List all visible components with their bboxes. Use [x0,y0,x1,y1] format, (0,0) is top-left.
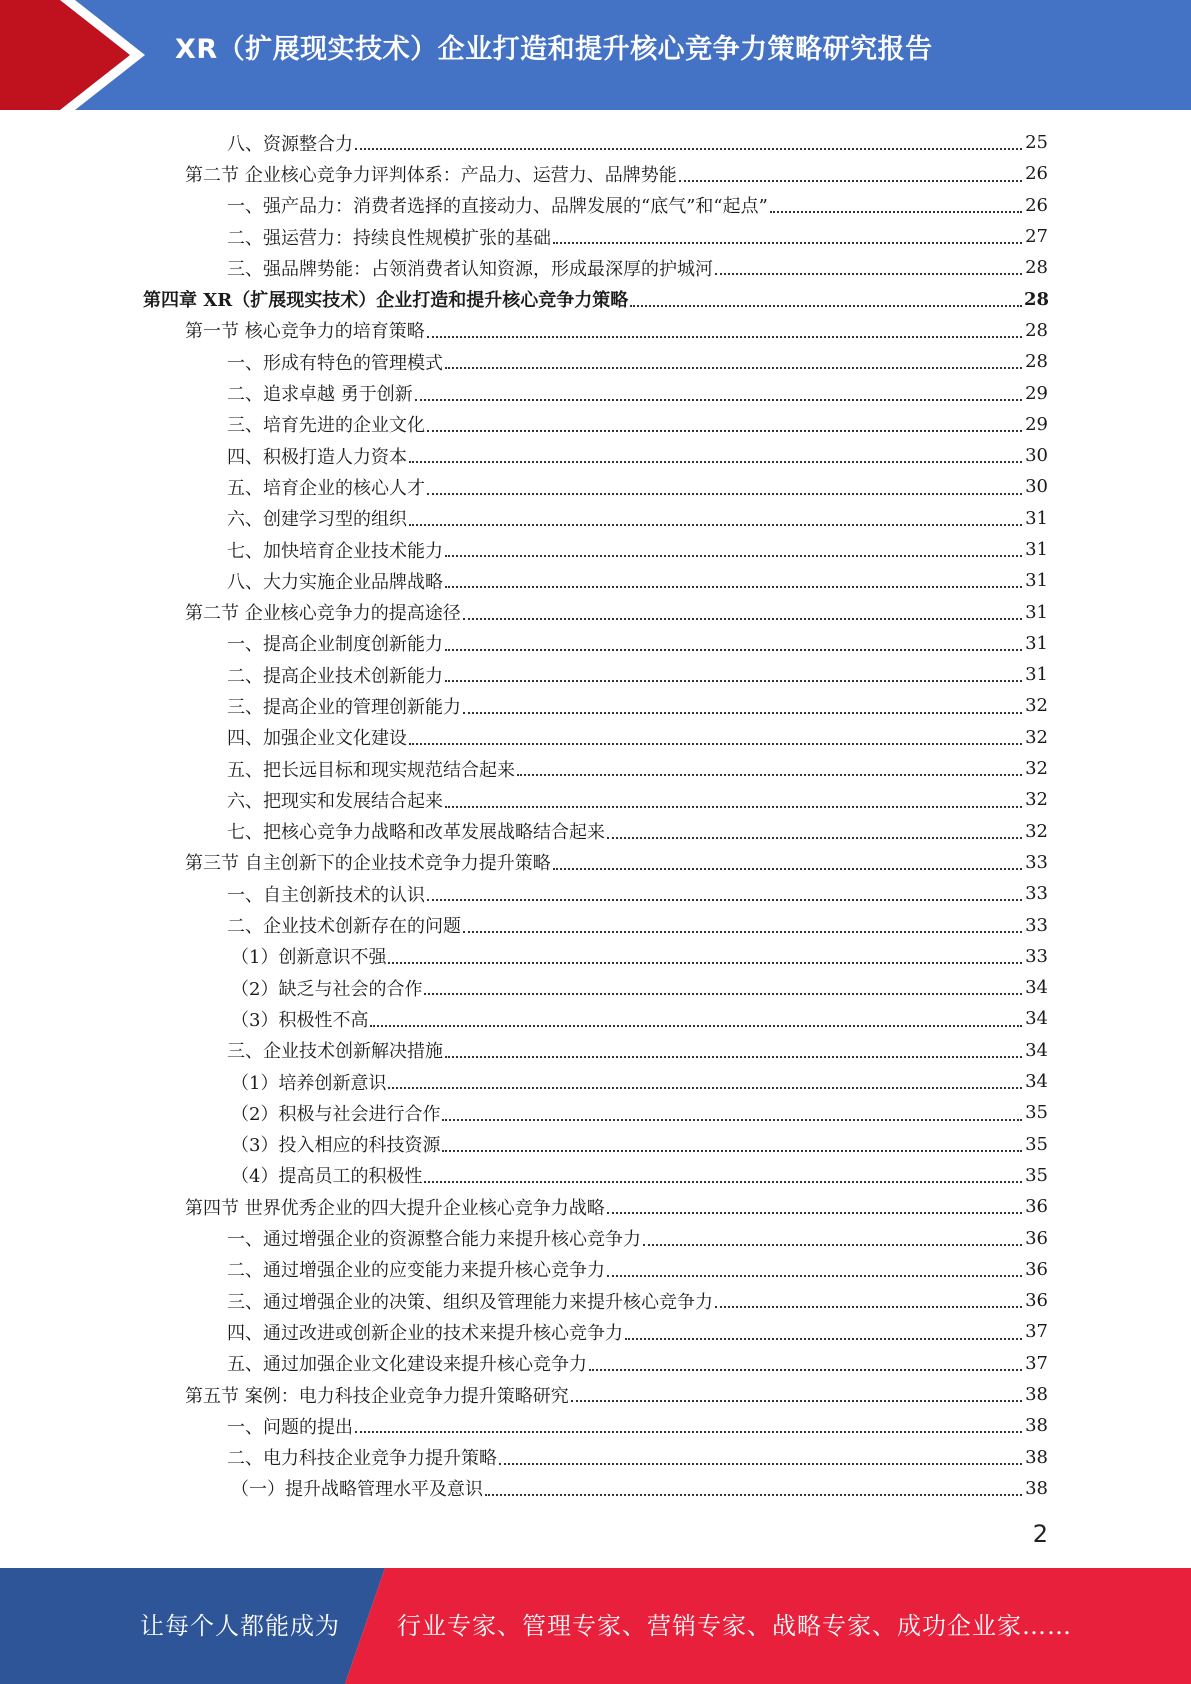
toc-entry-page: 34 [1025,1039,1048,1061]
toc-entry[interactable] [0,1441,1191,1472]
toc-entry-title: 四、通过改进或创新企业的技术来提升核心竞争力 [227,1322,623,1344]
toc-entry[interactable] [0,1473,1191,1504]
toc-entry-title: 五、通过加强企业文化建设来提升核心竞争力 [227,1354,587,1376]
toc-entry[interactable] [0,847,1191,878]
toc-entry-page: 31 [1025,632,1048,654]
header-chevron-graphic [0,0,170,110]
toc-dot-leader [445,585,1022,588]
toc-dot-leader [427,429,1022,432]
toc-entry-title: 二、企业技术创新存在的问题 [227,916,461,938]
toc-dot-leader [442,1149,1022,1152]
header-band [0,0,1191,110]
toc-entry-title: 三、企业技术创新解决措施 [227,1041,443,1063]
toc-entry[interactable] [0,941,1191,972]
toc-entry-page: 26 [1025,194,1048,216]
toc-entry[interactable] [0,190,1191,221]
table-of-contents [0,127,1191,1504]
toc-entry-title: （2）缺乏与社会的合作 [231,978,423,1000]
toc-entry-page: 31 [1025,570,1048,592]
toc-entry-title: 一、提高企业制度创新能力 [227,634,443,656]
toc-entry-title: 六、创建学习型的组织 [227,509,407,531]
toc-dot-leader [485,1493,1022,1496]
toc-entry[interactable] [0,1191,1191,1222]
toc-entry-page: 25 [1025,132,1048,154]
toc-dot-leader [463,711,1022,714]
toc-entry-title: 第二节 企业核心竞争力评判体系：产品力、运营力、品牌势能 [185,164,677,186]
toc-dot-leader [499,1462,1022,1465]
toc-entry-page: 28 [1025,257,1048,279]
toc-entry-page: 35 [1025,1133,1048,1155]
toc-dot-leader [553,867,1022,870]
toc-entry-page: 38 [1025,1477,1048,1499]
toc-entry[interactable] [0,127,1191,158]
toc-entry-page: 32 [1025,726,1048,748]
toc-entry-title: （1）培养创新意识 [231,1072,387,1094]
toc-entry-title: 二、提高企业技术创新能力 [227,665,443,687]
toc-entry-page: 34 [1025,1008,1048,1030]
toc-entry-page: 33 [1025,883,1048,905]
toc-entry-title: 八、大力实施企业品牌战略 [227,571,443,593]
report-title: XR（扩展现实技术）企业打造和提升核心竞争力策略研究报告 [175,34,933,65]
toc-dot-leader [442,1118,1022,1121]
toc-dot-leader [445,554,1022,557]
toc-entry[interactable] [0,1348,1191,1379]
toc-entry-page: 34 [1025,1071,1048,1093]
toc-dot-leader [445,366,1022,369]
toc-entry[interactable] [0,816,1191,847]
toc-entry[interactable] [0,252,1191,283]
toc-entry[interactable] [0,1129,1191,1160]
toc-entry-title: （3）投入相应的科技资源 [231,1135,441,1157]
toc-entry[interactable] [0,659,1191,690]
toc-dot-leader [427,335,1022,338]
toc-entry-page: 32 [1025,789,1048,811]
toc-dot-leader [427,898,1022,901]
toc-entry[interactable] [0,878,1191,909]
toc-entry-title: 五、培育企业的核心人才 [227,477,425,499]
toc-dot-leader [463,617,1022,620]
toc-dot-leader [679,179,1022,182]
toc-entry-title: 五、把长远目标和现实规范结合起来 [227,759,515,781]
toc-entry-page: 27 [1025,226,1048,248]
toc-entry[interactable] [0,346,1191,377]
toc-entry-title: （2）积极与社会进行合作 [231,1103,441,1125]
toc-entry-page: 35 [1025,1102,1048,1124]
toc-dot-leader [355,147,1022,150]
toc-dot-leader [388,1086,1022,1089]
toc-dot-leader [424,992,1022,995]
toc-entry-title: 六、把现实和发展结合起来 [227,790,443,812]
toc-dot-leader [445,1055,1022,1058]
toc-entry-page: 35 [1025,1164,1048,1186]
toc-entry-title: （4）提高员工的积极性 [231,1166,423,1188]
toc-dot-leader [355,1430,1022,1433]
toc-entry-title: 第二节 企业核心竞争力的提高途径 [185,603,461,625]
toc-entry-page: 36 [1025,1196,1048,1218]
toc-entry-page: 32 [1025,695,1048,717]
toc-dot-leader [409,523,1022,526]
toc-entry-title: 三、提高企业的管理创新能力 [227,696,461,718]
toc-entry[interactable] [0,409,1191,440]
toc-entry-title: 一、问题的提出 [227,1416,353,1438]
toc-entry-title: （3）积极性不高 [231,1009,369,1031]
toc-entry-title: 二、通过增强企业的应变能力来提升核心竞争力 [227,1260,605,1282]
toc-entry-page: 29 [1025,382,1048,404]
toc-dot-leader [589,1368,1022,1371]
toc-entry-page: 38 [1025,1384,1048,1406]
toc-dot-leader [607,1274,1022,1277]
toc-entry-title: 第四节 世界优秀企业的四大提升企业核心竞争力战略 [185,1197,605,1219]
toc-dot-leader [370,1024,1022,1027]
toc-entry[interactable] [0,534,1191,565]
toc-entry-page: 31 [1025,664,1048,686]
toc-entry-title: 八、资源整合力 [227,133,353,155]
toc-entry-title: （1）创新意识不强 [231,947,387,969]
toc-dot-leader [424,1180,1022,1183]
toc-dot-leader [770,210,1022,213]
toc-entry-title: 一、形成有特色的管理模式 [227,352,443,374]
toc-entry[interactable] [0,283,1191,314]
toc-dot-leader [409,460,1022,463]
toc-entry-page: 28 [1024,288,1050,310]
toc-dot-leader [630,304,1022,307]
toc-entry-page: 36 [1025,1258,1048,1280]
toc-entry[interactable] [0,1160,1191,1191]
toc-entry-title: 第一节 核心竞争力的培育策略 [185,321,425,343]
toc-entry[interactable] [0,471,1191,502]
toc-entry-page: 36 [1025,1290,1048,1312]
toc-entry[interactable] [0,315,1191,346]
toc-dot-leader [445,679,1022,682]
toc-entry-page: 31 [1025,507,1048,529]
toc-entry-page: 34 [1025,977,1048,999]
toc-entry-page: 33 [1025,851,1048,873]
toc-dot-leader [388,961,1022,964]
toc-dot-leader [607,1211,1022,1214]
toc-entry-title: 一、自主创新技术的认识 [227,884,425,906]
toc-entry[interactable] [0,1410,1191,1441]
toc-entry-page: 30 [1025,476,1048,498]
toc-entry[interactable] [0,909,1191,940]
toc-entry-title: 三、通过增强企业的决策、组织及管理能力来提升核心竞争力 [227,1291,713,1313]
toc-entry-page: 38 [1025,1415,1048,1437]
toc-entry[interactable] [0,1035,1191,1066]
toc-entry-page: 28 [1025,319,1048,341]
toc-entry[interactable] [0,1254,1191,1285]
page-number: 2 [1032,1520,1048,1548]
toc-entry[interactable] [0,1003,1191,1034]
toc-entry-page: 38 [1025,1446,1048,1468]
toc-entry-title: 三、培育先进的企业文化 [227,415,425,437]
toc-dot-leader [517,773,1022,776]
toc-entry[interactable] [0,1066,1191,1097]
toc-dot-leader [409,742,1022,745]
toc-entry-page: 32 [1025,758,1048,780]
toc-dot-leader [427,492,1022,495]
toc-entry-title: 七、把核心竞争力战略和改革发展战略结合起来 [227,822,605,844]
toc-entry[interactable] [0,972,1191,1003]
toc-entry[interactable] [0,628,1191,659]
toc-entry-title: 二、强运营力：持续良性规模扩张的基础 [227,227,551,249]
toc-dot-leader [607,836,1022,839]
toc-entry-title: 第四章 XR（扩展现实技术）企业打造和提升核心竞争力策略 [143,290,629,312]
toc-entry-page: 30 [1025,445,1048,467]
toc-dot-leader [643,1243,1022,1246]
toc-entry[interactable] [0,1222,1191,1253]
toc-entry-title: 二、电力科技企业竞争力提升策略 [227,1448,497,1470]
toc-dot-leader [463,930,1022,933]
toc-entry-title: 二、追求卓越 勇于创新 [227,384,413,406]
toc-entry[interactable] [0,158,1191,189]
toc-dot-leader [415,398,1022,401]
toc-entry-title: 七、加快培育企业技术能力 [227,540,443,562]
toc-entry-page: 37 [1025,1352,1048,1374]
toc-dot-leader [625,1337,1022,1340]
toc-entry[interactable] [0,690,1191,721]
toc-dot-leader [445,648,1022,651]
toc-entry-title: 四、积极打造人力资本 [227,446,407,468]
toc-dot-leader [715,272,1022,275]
footer-band [0,1568,1191,1684]
toc-entry-title: 第五节 案例：电力科技企业竞争力提升策略研究 [185,1385,569,1407]
toc-dot-leader [445,805,1022,808]
toc-dot-leader [571,1399,1022,1402]
toc-entry[interactable] [0,440,1191,471]
toc-entry[interactable] [0,1316,1191,1347]
toc-entry[interactable] [0,565,1191,596]
toc-dot-leader [553,241,1022,244]
toc-entry-page: 37 [1025,1321,1048,1343]
toc-entry[interactable] [0,784,1191,815]
toc-entry-page: 36 [1025,1227,1048,1249]
toc-entry-title: 一、通过增强企业的资源整合能力来提升核心竞争力 [227,1229,641,1251]
toc-entry[interactable] [0,596,1191,627]
toc-entry[interactable] [0,221,1191,252]
toc-entry-title: 第三节 自主创新下的企业技术竞争力提升策略 [185,853,551,875]
toc-entry[interactable] [0,722,1191,753]
toc-entry-page: 28 [1025,351,1048,373]
toc-entry-title: 四、加强企业文化建设 [227,728,407,750]
footer-slogan-left: 让每个人都能成为 [140,1612,340,1640]
toc-entry-title: 一、强产品力：消费者选择的直接动力、品牌发展的“底气”和“起点” [227,196,768,218]
toc-dot-leader [715,1305,1022,1308]
toc-entry[interactable] [0,377,1191,408]
toc-entry[interactable] [0,1379,1191,1410]
toc-entry[interactable] [0,1285,1191,1316]
toc-entry-page: 33 [1025,914,1048,936]
toc-entry-page: 32 [1025,820,1048,842]
toc-entry-page: 29 [1025,413,1048,435]
toc-entry[interactable] [0,1097,1191,1128]
toc-entry-title: 三、强品牌势能：占领消费者认知资源，形成最深厚的护城河 [227,258,713,280]
toc-entry-page: 26 [1025,163,1048,185]
toc-entry[interactable] [0,503,1191,534]
footer-slogan-right: 行业专家、管理专家、营销专家、战略专家、成功企业家…… [397,1612,1072,1640]
toc-entry-page: 33 [1025,945,1048,967]
toc-entry-title: （一）提升战略管理水平及意识 [231,1479,483,1501]
toc-entry-page: 31 [1025,601,1048,623]
toc-entry-page: 31 [1025,539,1048,560]
toc-entry[interactable] [0,753,1191,784]
